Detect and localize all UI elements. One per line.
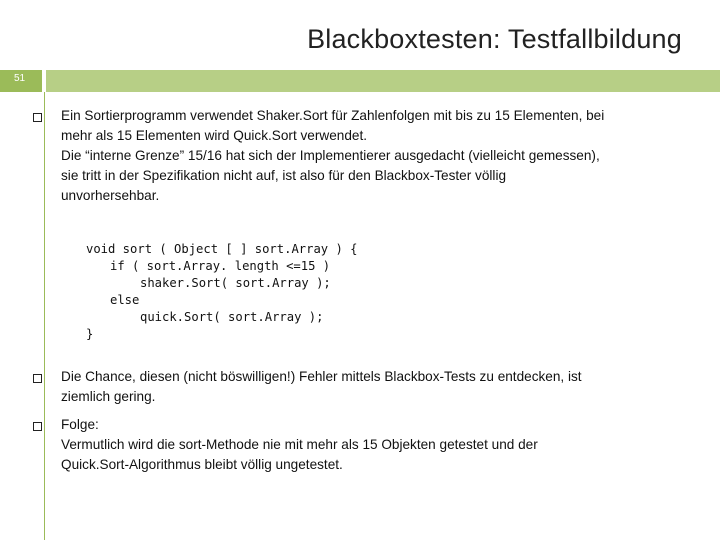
text-line: Ein Sortierprogramm verwendet Shaker.Sort für Zahlenfolgen mit bis zu 15 Elementen, bei xyxy=(61,108,605,123)
text-line: ziemlich gering. xyxy=(61,389,156,404)
text-line: Quick.Sort-Algorithmus bleibt völlig ungetestet. xyxy=(61,457,343,472)
code-line: } xyxy=(86,327,94,341)
bullet-text-1 xyxy=(61,106,691,206)
text-line: Die Chance, diesen (nicht böswilligen!) Fehler mittels Blackbox-Tests zu entdecken, ist xyxy=(61,369,582,384)
header-bar xyxy=(46,70,720,92)
code-line: shaker.Sort( sort.Array ); xyxy=(140,276,331,290)
bullet-text-2 xyxy=(61,367,691,407)
left-rule xyxy=(44,92,45,540)
square-bullet-icon xyxy=(33,422,42,431)
text-line: unvorhersehbar. xyxy=(61,188,160,203)
slide-title: Blackboxtesten: Testfallbildung xyxy=(307,24,682,54)
code-line: else xyxy=(110,293,140,307)
square-bullet-icon xyxy=(33,113,42,122)
code-line: quick.Sort( sort.Array ); xyxy=(140,310,324,324)
text-line: Die “interne Grenze” 15/16 hat sich der Implementierer ausgedacht (vielleicht gemessen), xyxy=(61,148,600,163)
bullet-text-3 xyxy=(61,415,691,475)
text-line: Vermutlich wird die sort-Methode nie mit mehr als 15 Objekten getestet und der xyxy=(61,437,538,452)
square-bullet-icon xyxy=(33,374,42,383)
code-line: void sort ( Object [ ] sort.Array ) { xyxy=(86,242,358,256)
code-line: if ( sort.Array. length <=15 ) xyxy=(110,259,331,273)
text-line: mehr als 15 Elementen wird Quick.Sort verwendet. xyxy=(61,128,367,143)
text-line: Folge: xyxy=(61,417,99,432)
slide-number: 51 xyxy=(14,73,26,84)
text-line: sie tritt in der Spezifikation nicht auf, ist also für den Blackbox-Tester völlig xyxy=(61,168,507,183)
code-block xyxy=(86,241,358,343)
